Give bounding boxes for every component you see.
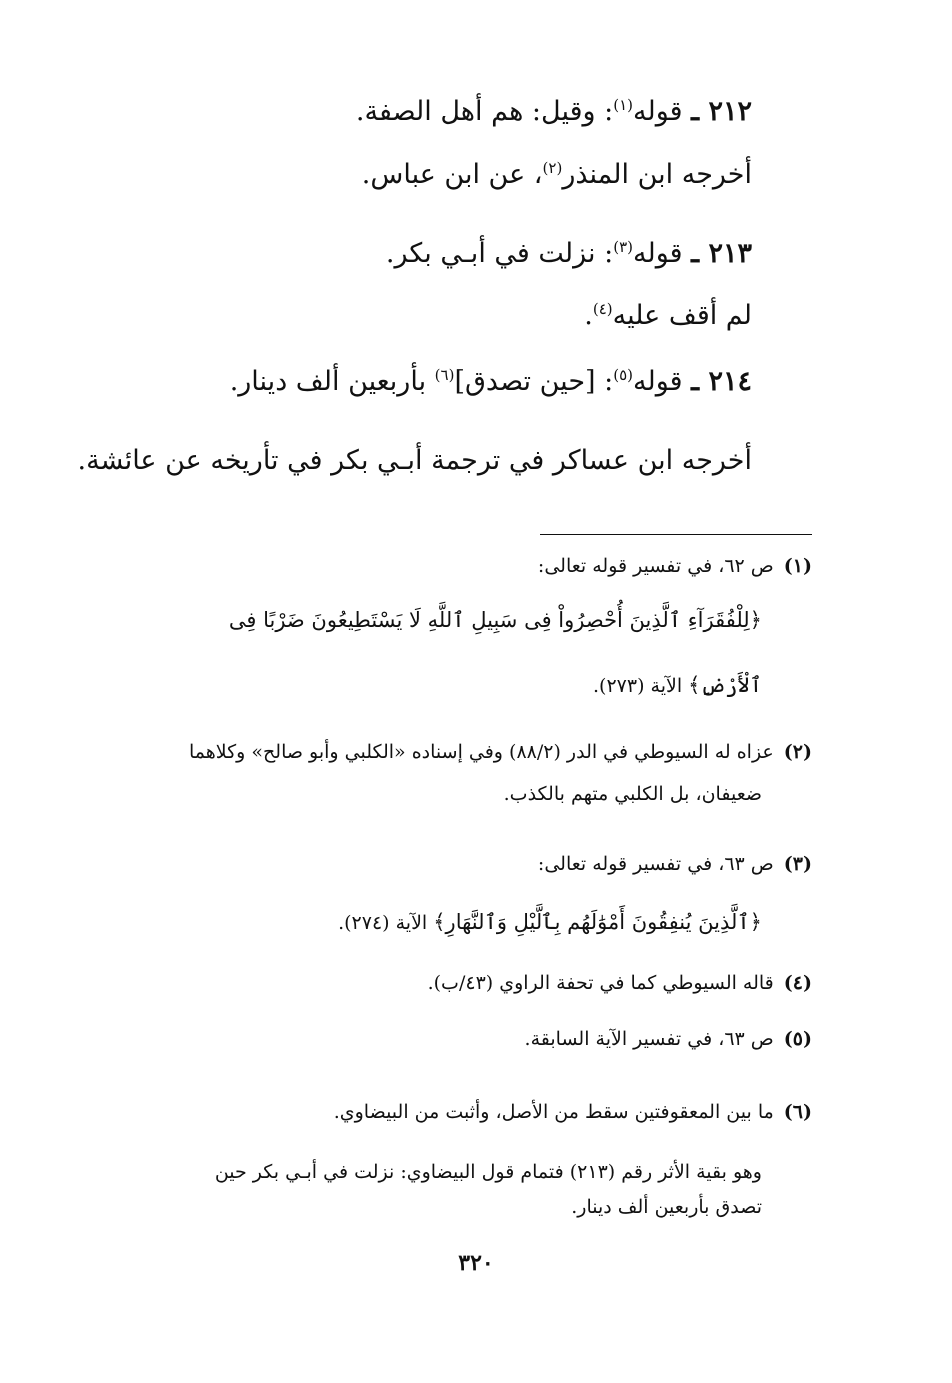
footnote-ref[interactable]: (١) [613, 96, 634, 114]
footnote-text: ما بين المعقوفتين سقط من الأصل، وأثبت من البيضاوي. [333, 1101, 774, 1123]
source-text: لم أقف عليه [612, 300, 752, 331]
entry-lead: قوله [633, 366, 683, 397]
footnote-text: قاله السيوطي كما في تحفة الراوي (٤٣/ب). [427, 972, 774, 994]
footnote-number: (٥) [783, 1028, 812, 1050]
footnote-2 [189, 737, 812, 767]
footnote-ref[interactable]: (٣) [613, 238, 634, 256]
footnote-6 [334, 1097, 812, 1127]
quran-verse: ﴿ٱلَّذِينَ يُنفِقُونَ أَمْوَٰلَهُم بِٱلَّيْلِ وَٱلنَّهَارِ﴾ [433, 910, 762, 934]
source-text: أخرجه ابن المنذر [562, 159, 752, 190]
entry-214-heading [230, 362, 752, 402]
footnote-number: (١) [783, 555, 812, 577]
footnote-text: ص ٦٣، في تفسير الآية السابقة. [524, 1028, 774, 1050]
entry-lead: قوله [633, 96, 683, 127]
footnote-text: ص ٦٣، في تفسير قوله تعالى: [537, 853, 774, 875]
footnote-1 [538, 551, 812, 581]
footnote-ref[interactable]: (٥) [613, 366, 634, 384]
entry-number: ٢١٤ ـ [691, 366, 752, 397]
footnote-1-verse [229, 603, 762, 637]
footnote-number: (٢) [783, 741, 812, 763]
footnote-number: (٤) [783, 972, 812, 994]
source-text: أخرجه ابن عساكر في ترجمة أبـي بكر في تأريخه عن عائشة. [77, 445, 752, 476]
source-text-end: . [584, 300, 593, 331]
footnote-text: عزاه له السيوطي في الدر (٨٨/٢) وفي إسناده «الكلبي وأبو صالح» وكلاهما [189, 741, 774, 763]
quran-verse: ﴿لِلْفُقَرَآءِ ٱلَّذِينَ أُحْصِرُواْ فِى سَبِيلِ ٱللَّهِ لَا يَسْتَطِيعُونَ ضَرْبًا فِى [228, 608, 762, 632]
footnote-text: وهو بقية الأثر رقم (٢١٣) فتمام قول البيضاوي: نزلت في أبـي بكر حين [214, 1161, 762, 1183]
footnote-6-cont-2 [571, 1192, 762, 1222]
entry-213-source [584, 296, 752, 336]
footnote-6-cont [215, 1157, 762, 1187]
entry-text: : وقيل: هم أهل الصفة. [355, 96, 614, 127]
source-text-end: ، عن ابن عباس. [361, 159, 543, 190]
entry-lead: قوله [633, 238, 683, 269]
entry-text: : نزلت في أبـي بكر. [385, 238, 614, 269]
footnote-ref[interactable]: (٤) [592, 300, 613, 318]
page-number: ٣٢٠ [458, 1250, 494, 1276]
entry-213-heading [386, 234, 752, 274]
entry-text: : [حين تصدق] [454, 366, 614, 397]
footnote-text: الآية (٢٧٤). [338, 912, 434, 934]
footnote-1-verse-end [593, 668, 762, 703]
entry-number: ٢١٣ ـ [691, 238, 752, 269]
quran-verse: ٱلْأَرْضِ﴾ [688, 673, 762, 697]
entry-212-heading [356, 92, 752, 132]
footnote-3-verse [338, 905, 762, 940]
footnote-ref[interactable]: (٢) [542, 159, 563, 177]
footnote-text: تصدق بأربعين ألف دينار. [571, 1196, 762, 1218]
footnote-4 [428, 968, 812, 998]
footnote-text: ص ٦٢، في تفسير قوله تعالى: [537, 555, 774, 577]
entry-214-source [78, 441, 752, 481]
footnote-5 [525, 1024, 812, 1054]
footnote-2-cont [504, 779, 762, 809]
footnote-separator [540, 534, 812, 535]
footnote-number: (٣) [783, 853, 812, 875]
footnote-3 [538, 849, 812, 879]
footnote-text: الآية (٢٧٣). [593, 675, 689, 697]
entry-text-end: بأربعين ألف دينار. [229, 366, 435, 397]
footnote-ref[interactable]: (٦) [434, 366, 455, 384]
footnote-number: (٦) [783, 1101, 812, 1123]
entry-number: ٢١٢ ـ [691, 96, 752, 127]
entry-212-source [362, 155, 752, 195]
footnote-text: ضعيفان، بل الكلبي متهم بالكذب. [503, 783, 762, 805]
